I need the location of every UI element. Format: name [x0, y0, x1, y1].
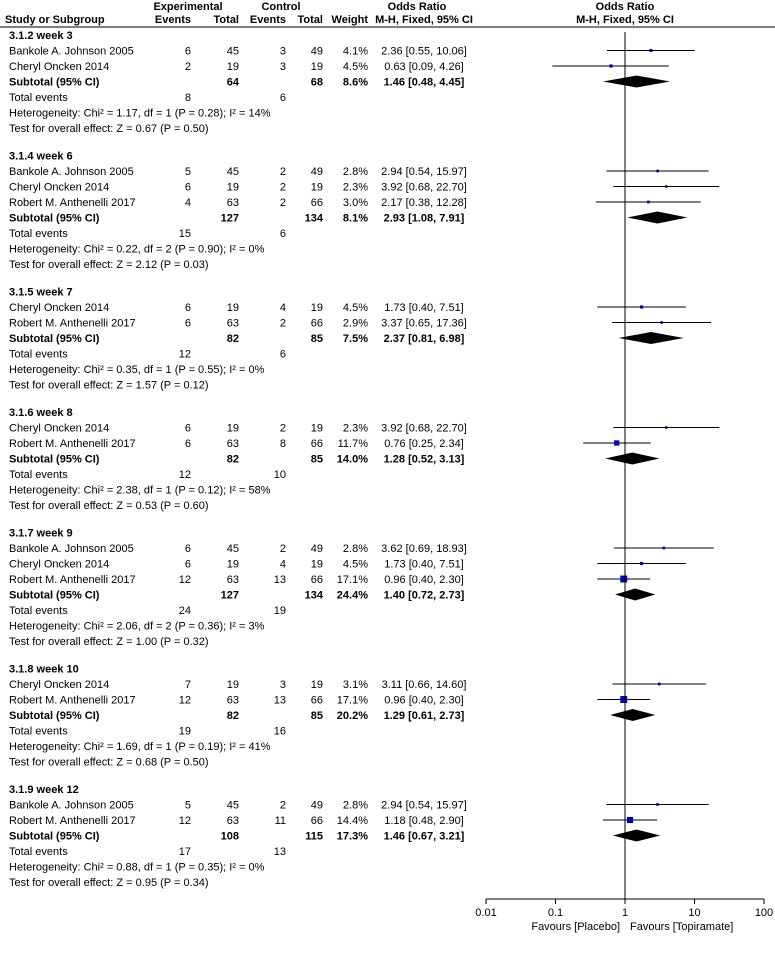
subgroup-title: 3.1.8 week 10: [9, 663, 79, 676]
weight-cell: 2.8%: [342, 543, 368, 555]
header-or-method: M-H, Fixed, 95% CI: [375, 14, 473, 26]
exp-total-cell: 45: [226, 45, 239, 58]
x-tick-label: 10: [688, 907, 701, 919]
ctl-events-cell: 2: [279, 181, 286, 194]
exp-events-cell: 12: [178, 815, 191, 827]
subtotal-diamond: [613, 830, 660, 842]
odds-ratio-cell: 0.63 [0.09, 4.26]: [384, 61, 464, 73]
study-marker: [640, 562, 643, 565]
exp-events-cell: 5: [184, 799, 191, 812]
study-name: Cheryl Oncken 2014: [9, 422, 110, 435]
exp-total-cell: 19: [226, 61, 239, 73]
ctl-total-cell: 49: [310, 543, 323, 555]
x-tick-label: 0.01: [475, 907, 497, 919]
total-events-exp: 15: [178, 228, 191, 240]
subtotal-label: Subtotal (95% CI): [9, 589, 100, 602]
total-events-ctl: 19: [273, 605, 286, 617]
odds-ratio-cell: 2.17 [0.38, 12.28]: [381, 197, 467, 209]
header-control: Control: [261, 1, 301, 13]
study-marker: [665, 426, 668, 429]
exp-events-cell: 6: [184, 181, 191, 194]
study-name: Cheryl Oncken 2014: [9, 558, 110, 571]
study-marker: [665, 185, 668, 188]
x-tick-label: 0.1: [547, 907, 564, 919]
x-axis: [475, 899, 773, 933]
ctl-total-cell: 66: [310, 197, 323, 209]
exp-total-cell: 45: [226, 799, 239, 812]
exp-total-cell: 63: [226, 574, 239, 586]
overall-effect-text: Test for overall effect: Z = 0.95 (P = 0.34): [9, 877, 209, 889]
ctl-events-cell: 11: [274, 815, 286, 827]
subtotal-label: Subtotal (95% CI): [9, 830, 100, 843]
weight-cell: 4.5%: [342, 558, 368, 571]
subtotal-diamond: [615, 589, 655, 601]
exp-events-cell: 2: [184, 61, 191, 73]
exp-total-cell: 63: [226, 815, 239, 827]
exp-events-cell: 5: [184, 166, 191, 178]
study-name: Bankole A. Johnson 2005: [9, 543, 134, 555]
ctl-total-cell: 66: [310, 694, 323, 707]
subtotal-odds-ratio: 2.37 [0.81, 6.98]: [383, 333, 465, 345]
subtotal-odds-ratio: 1.28 [0.52, 3.13]: [383, 453, 465, 466]
weight-cell: 4.5%: [342, 302, 368, 314]
exp-total-cell: 19: [226, 422, 239, 435]
heterogeneity-text: Heterogeneity: Chi² = 0.88, df = 1 (P = 0.35); I² = 0%: [9, 861, 265, 874]
odds-ratio-cell: 3.37 [0.65, 17.36]: [381, 317, 467, 330]
study-marker: [660, 321, 663, 324]
subtotal-label: Subtotal (95% CI): [9, 212, 100, 225]
weight-cell: 14.4%: [336, 815, 368, 827]
subtotal-label: Subtotal (95% CI): [9, 453, 100, 466]
subtotal-weight: 14.0%: [336, 453, 368, 466]
ctl-events-cell: 3: [279, 679, 286, 691]
study-name: Robert M. Anthenelli 2017: [9, 438, 136, 450]
study-marker: [614, 440, 619, 445]
ctl-events-cell: 13: [273, 574, 286, 586]
weight-cell: 2.8%: [342, 799, 368, 812]
exp-events-cell: 6: [184, 422, 191, 435]
subtotal-diamond: [610, 709, 655, 721]
weight-cell: 3.1%: [342, 679, 368, 691]
overall-effect-text: Test for overall effect: Z = 1.00 (P = 0.32): [9, 636, 209, 648]
overall-effect-text: Test for overall effect: Z = 0.67 (P = 0.50): [9, 123, 209, 135]
total-events-label: Total events: [9, 725, 68, 738]
subtotal-ctl-total: 115: [305, 830, 323, 843]
ctl-total-cell: 19: [310, 558, 323, 571]
total-events-label: Total events: [9, 605, 68, 617]
study-name: Cheryl Oncken 2014: [9, 181, 110, 194]
exp-total-cell: 45: [226, 166, 239, 178]
header-weight: Weight: [331, 14, 368, 26]
heterogeneity-text: Heterogeneity: Chi² = 1.17, df = 1 (P = 0.28); I² = 14%: [9, 107, 271, 120]
subtotal-label: Subtotal (95% CI): [9, 333, 100, 345]
ctl-events-cell: 2: [279, 166, 286, 178]
odds-ratio-cell: 0.76 [0.25, 2.34]: [384, 438, 464, 450]
study-name: Bankole A. Johnson 2005: [9, 166, 134, 178]
overall-effect-text: Test for overall effect: Z = 0.68 (P = 0.50): [9, 756, 209, 769]
exp-events-cell: 12: [178, 694, 191, 707]
subtotal-exp-total: 82: [226, 710, 239, 722]
header-study: Study or Subgroup: [5, 14, 105, 26]
ctl-events-cell: 2: [279, 543, 286, 555]
ctl-events-cell: 4: [279, 558, 286, 571]
weight-cell: 2.3%: [342, 422, 368, 435]
x-tick-label: 100: [754, 907, 774, 919]
total-events-exp: 12: [178, 348, 191, 361]
odds-ratio-cell: 3.62 [0.69, 18.93]: [381, 543, 467, 555]
study-marker: [649, 49, 652, 52]
ctl-events-cell: 3: [279, 61, 286, 73]
header-plot-method: M-H, Fixed, 95% CI: [576, 14, 674, 26]
subtotal-ctl-total: 85: [310, 453, 323, 466]
exp-events-cell: 4: [184, 197, 191, 209]
exp-total-cell: 63: [226, 694, 239, 707]
ctl-events-cell: 2: [279, 799, 286, 812]
ctl-total-cell: 19: [310, 422, 323, 435]
subtotal-weight: 8.1%: [342, 212, 368, 225]
weight-cell: 17.1%: [336, 574, 368, 586]
ctl-events-cell: 2: [279, 422, 286, 435]
study-marker: [609, 64, 612, 67]
exp-total-cell: 19: [226, 302, 239, 314]
ctl-total-cell: 19: [310, 181, 323, 194]
ctl-total-cell: 66: [310, 574, 323, 586]
total-events-label: Total events: [9, 348, 68, 361]
odds-ratio-cell: 3.92 [0.68, 22.70]: [381, 181, 467, 194]
subtotal-odds-ratio: 1.40 [0.72, 2.73]: [383, 589, 465, 602]
subtotal-weight: 17.3%: [336, 830, 368, 843]
subtotal-weight: 24.4%: [336, 589, 368, 602]
exp-events-cell: 6: [184, 302, 191, 314]
total-events-exp: 12: [178, 469, 191, 481]
subtotal-exp-total: 82: [226, 453, 239, 466]
ctl-total-cell: 49: [310, 45, 323, 58]
subtotal-diamond: [603, 76, 670, 88]
header-exp-total: Total: [213, 14, 239, 26]
subtotal-weight: 20.2%: [336, 710, 368, 722]
total-events-label: Total events: [9, 228, 68, 240]
subtotal-odds-ratio: 1.46 [0.67, 3.21]: [383, 830, 465, 843]
subtotal-ctl-total: 68: [310, 76, 323, 89]
study-name: Robert M. Anthenelli 2017: [9, 317, 136, 330]
plot-area: [552, 32, 719, 899]
total-events-label: Total events: [9, 469, 68, 481]
ctl-total-cell: 66: [310, 815, 323, 827]
study-marker: [640, 305, 643, 308]
study-marker: [647, 201, 650, 204]
exp-total-cell: 63: [226, 317, 239, 330]
total-events-exp: 24: [178, 605, 191, 617]
study-marker: [658, 683, 661, 686]
subtotal-exp-total: 82: [226, 333, 239, 345]
study-name: Cheryl Oncken 2014: [9, 679, 110, 691]
header-ctl-events: Events: [249, 14, 286, 26]
odds-ratio-cell: 1.73 [0.40, 7.51]: [384, 302, 464, 314]
study-marker: [620, 576, 627, 583]
ctl-total-cell: 49: [310, 166, 323, 178]
total-events-exp: 8: [184, 92, 191, 104]
study-name: Cheryl Oncken 2014: [9, 302, 110, 314]
subtotal-exp-total: 108: [220, 830, 239, 843]
total-events-ctl: 6: [279, 228, 286, 240]
heterogeneity-text: Heterogeneity: Chi² = 2.38, df = 1 (P = 0.12); I² = 58%: [9, 484, 271, 497]
ctl-events-cell: 2: [279, 317, 286, 330]
odds-ratio-cell: 2.94 [0.54, 15.97]: [381, 799, 467, 812]
exp-events-cell: 6: [184, 543, 191, 555]
total-events-ctl: 6: [279, 92, 286, 104]
weight-cell: 2.8%: [342, 166, 368, 178]
total-events-exp: 17: [178, 846, 191, 858]
exp-events-cell: 6: [184, 558, 191, 571]
subgroup-title: 3.1.6 week 8: [9, 407, 73, 419]
ctl-events-cell: 2: [279, 197, 286, 209]
exp-total-cell: 19: [226, 181, 239, 194]
total-events-label: Total events: [9, 846, 68, 858]
table-header: [5, 1, 674, 26]
weight-cell: 2.9%: [342, 317, 368, 330]
subtotal-ctl-total: 85: [310, 710, 323, 722]
odds-ratio-cell: 3.92 [0.68, 22.70]: [381, 422, 467, 435]
exp-events-cell: 6: [184, 438, 191, 450]
study-marker: [656, 803, 659, 806]
subgroup-title: 3.1.5 week 7: [9, 286, 73, 299]
study-name: Bankole A. Johnson 2005: [9, 799, 134, 812]
ctl-events-cell: 3: [279, 45, 286, 58]
ctl-total-cell: 49: [310, 799, 323, 812]
total-events-exp: 19: [178, 725, 191, 738]
weight-cell: 4.1%: [342, 45, 368, 58]
heterogeneity-text: Heterogeneity: Chi² = 1.69, df = 1 (P = 0.19); I² = 41%: [9, 741, 271, 753]
total-events-ctl: 6: [279, 348, 286, 361]
study-name: Robert M. Anthenelli 2017: [9, 815, 136, 827]
odds-ratio-cell: 0.96 [0.40, 2.30]: [384, 574, 464, 586]
subtotal-odds-ratio: 1.29 [0.61, 2.73]: [383, 710, 465, 722]
subtotal-exp-total: 64: [226, 76, 239, 89]
ctl-total-cell: 66: [310, 317, 323, 330]
exp-events-cell: 12: [178, 574, 191, 586]
weight-cell: 4.5%: [342, 61, 368, 73]
odds-ratio-cell: 1.18 [0.48, 2.90]: [384, 815, 464, 827]
subtotal-ctl-total: 85: [310, 333, 323, 345]
ctl-events-cell: 13: [273, 694, 286, 707]
odds-ratio-cell: 1.73 [0.40, 7.51]: [384, 558, 464, 571]
heterogeneity-text: Heterogeneity: Chi² = 2.06, df = 2 (P = 0.36); I² = 3%: [9, 620, 265, 633]
overall-effect-text: Test for overall effect: Z = 0.53 (P = 0.60): [9, 500, 209, 512]
study-name: Robert M. Anthenelli 2017: [9, 574, 136, 586]
weight-cell: 2.3%: [342, 181, 368, 194]
ctl-events-cell: 4: [279, 302, 286, 314]
odds-ratio-cell: 2.94 [0.54, 15.97]: [381, 166, 467, 178]
subtotal-ctl-total: 134: [304, 212, 323, 225]
favours-right-label: Favours [Topiramate]: [630, 921, 734, 933]
subtotal-weight: 7.5%: [342, 333, 368, 345]
subtotal-weight: 8.6%: [342, 76, 368, 89]
ctl-total-cell: 19: [310, 679, 323, 691]
header-experimental: Experimental: [153, 1, 223, 13]
study-name: Cheryl Oncken 2014: [9, 61, 110, 73]
study-name: Bankole A. Johnson 2005: [9, 45, 134, 58]
subtotal-exp-total: 127: [220, 589, 239, 602]
header-exp-events: Events: [154, 14, 191, 26]
overall-effect-text: Test for overall effect: Z = 1.57 (P = 0.12): [9, 379, 209, 392]
subtotal-ctl-total: 134: [304, 589, 323, 602]
subgroup-title: 3.1.4 week 6: [9, 150, 73, 163]
total-events-label: Total events: [9, 92, 68, 104]
ctl-total-cell: 66: [310, 438, 323, 450]
exp-events-cell: 6: [184, 45, 191, 58]
subtotal-odds-ratio: 1.46 [0.48, 4.45]: [383, 76, 465, 89]
study-marker: [620, 696, 627, 703]
header-plot-odds-ratio: Odds Ratio: [595, 1, 655, 13]
total-events-ctl: 13: [273, 846, 286, 858]
total-events-ctl: 16: [273, 725, 286, 738]
weight-cell: 11.7%: [337, 438, 368, 450]
study-name: Robert M. Anthenelli 2017: [9, 197, 136, 209]
subgroup-title: 3.1.2 week 3: [9, 30, 73, 42]
heterogeneity-text: Heterogeneity: Chi² = 0.35, df = 1 (P = 0.55); I² = 0%: [9, 364, 265, 376]
subtotal-label: Subtotal (95% CI): [9, 710, 100, 722]
study-marker: [627, 817, 633, 823]
subtotal-diamond: [627, 212, 687, 224]
subtotal-diamond: [605, 453, 659, 465]
exp-events-cell: 7: [184, 679, 191, 691]
overall-effect-text: Test for overall effect: Z = 2.12 (P = 0.03): [9, 259, 209, 271]
subgroup-title: 3.1.9 week 12: [9, 784, 79, 796]
odds-ratio-cell: 0.96 [0.40, 2.30]: [384, 694, 464, 707]
x-tick-label: 1: [621, 907, 629, 919]
weight-cell: 3.0%: [342, 197, 368, 209]
ctl-events-cell: 8: [279, 438, 286, 450]
ctl-total-cell: 19: [310, 61, 323, 73]
subtotal-diamond: [619, 332, 684, 344]
exp-events-cell: 6: [184, 317, 191, 330]
subtotal-exp-total: 127: [220, 212, 239, 225]
header-ctl-total: Total: [297, 14, 323, 26]
subgroup-title: 3.1.7 week 9: [9, 527, 73, 540]
study-marker: [663, 547, 666, 550]
exp-total-cell: 19: [226, 679, 239, 691]
exp-total-cell: 45: [226, 543, 239, 555]
header-odds-ratio: Odds Ratio: [387, 1, 447, 13]
study-name: Robert M. Anthenelli 2017: [9, 694, 136, 707]
exp-total-cell: 63: [226, 197, 239, 209]
weight-cell: 17.1%: [336, 694, 368, 707]
exp-total-cell: 63: [226, 438, 239, 450]
favours-left-label: Favours [Placebo]: [531, 921, 620, 933]
exp-total-cell: 19: [226, 558, 239, 571]
subtotal-label: Subtotal (95% CI): [9, 76, 100, 89]
odds-ratio-cell: 2.36 [0.55, 10.06]: [381, 45, 467, 58]
subtotal-odds-ratio: 2.93 [1.08, 7.91]: [383, 212, 465, 225]
ctl-total-cell: 19: [310, 302, 323, 314]
heterogeneity-text: Heterogeneity: Chi² = 0.22, df = 2 (P = 0.90); I² = 0%: [9, 243, 265, 256]
total-events-ctl: 10: [273, 469, 286, 481]
study-marker: [656, 170, 659, 173]
odds-ratio-cell: 3.11 [0.66, 14.60]: [381, 679, 467, 691]
table-body: [9, 30, 467, 889]
